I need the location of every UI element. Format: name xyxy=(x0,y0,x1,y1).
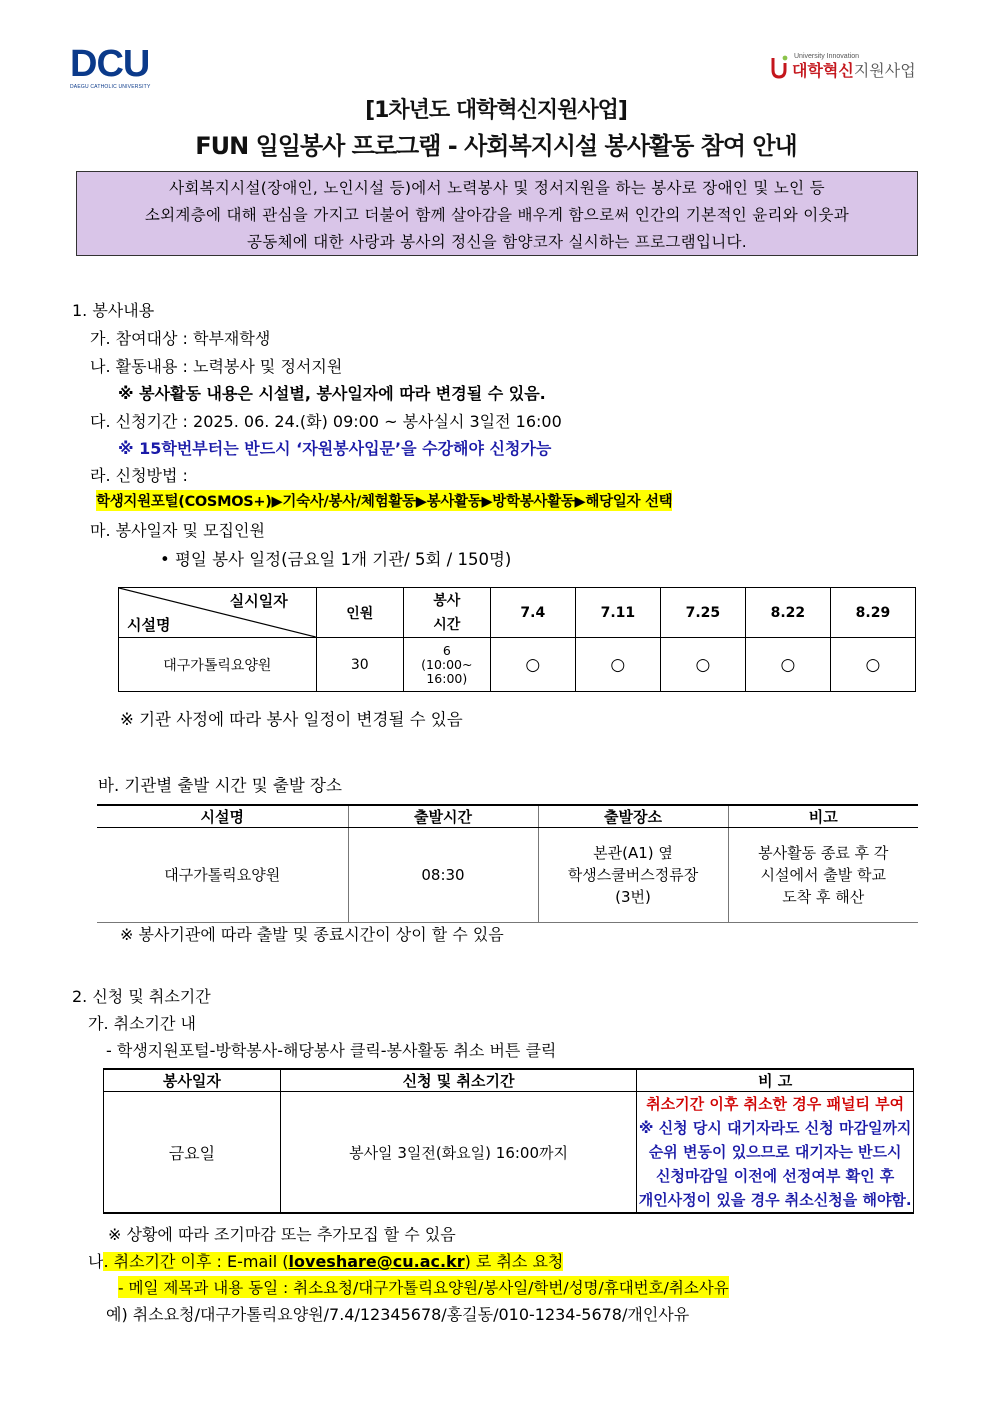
weekday-schedule-summary: • 평일 봉사 일정(금요일 1개 기관/ 5회 / 150명) xyxy=(160,550,512,569)
dcu-logo xyxy=(70,43,152,90)
schedule-mark: ○ xyxy=(490,638,575,692)
section1-item-period: 다. 신청기간 : 2025. 06. 24.(화) 09:00 ~ 봉사실시 3일전 16:00 xyxy=(90,412,562,431)
cancel-email-example: 예) 취소요청/대구가톨릭요양원/7.4/12345678/홍길동/010-1234-5678/개인사유 xyxy=(106,1305,690,1324)
schedule-header-hours: 봉사 시간 xyxy=(403,588,490,638)
section1-item-target: 가. 참여대상 : 학부재학생 xyxy=(90,329,271,348)
section1-heading: 1. 봉사내용 xyxy=(72,301,155,320)
schedule-header-diagonal xyxy=(119,588,317,638)
section2-item-after: 나. 취소기간 이후 : E-mail (loveshare@cu.ac.kr) 로 취소 요청 xyxy=(88,1252,564,1271)
schedule-header-date: 8.29 xyxy=(830,588,915,638)
departure-note: ※ 봉사기관에 따라 출발 및 종료시간이 상이 할 수 있음 xyxy=(120,925,504,944)
cancel-table xyxy=(103,1068,914,1214)
cancel-email-format: - 메일 제목과 내용 동일 : 취소요청/대구가톨릭요양원/봉사일/학번/성명/휴대번호/취소사유 xyxy=(118,1276,729,1298)
page-title-line1: [1차년도 대학혁신지원사업] xyxy=(365,98,627,123)
departure-table xyxy=(97,804,918,923)
departure-header: 시설명 xyxy=(97,805,348,828)
cancel-note: ※ 상황에 따라 조기마감 또는 추가모집 할 수 있음 xyxy=(108,1225,456,1244)
intro-line: 소외계층에 대해 관심을 가지고 더불어 함께 살아감을 배우게 함으로써 인간의 기본적인 윤리와 이웃과 xyxy=(144,206,850,224)
schedule-header-people: 인원 xyxy=(316,588,403,638)
schedule-people: 30 xyxy=(316,638,403,692)
cancel-remark: 취소기간 이후 취소한 경우 패널티 부여 ※ 신청 당시 대기자라도 신청 마감일까지 순위 변동이 있으므로 대기자는 반드시 신청마감일 이전에 선정여부 확인 후 개인사정이 있을 경우 취소신청을 해야함. xyxy=(637,1092,914,1214)
cancel-period: 봉사일 3일전(화요일) 16:00까지 xyxy=(280,1092,637,1214)
section1-activity-note: ※ 봉사활동 내용은 시설별, 봉사일자에 따라 변경될 수 있음. xyxy=(118,384,546,403)
page-title-line2: FUN 일일봉사 프로그램 - 사회복지시설 봉사활동 참여 안내 xyxy=(195,132,797,160)
departure-heading: 바. 기관별 출발 시간 및 출발 장소 xyxy=(98,776,342,795)
dcu-logo-word: DCU xyxy=(70,43,150,85)
schedule-table xyxy=(118,587,916,692)
departure-time: 08:30 xyxy=(348,828,538,923)
section2-within-instruction: - 학생지원포털-방학봉사-해당봉사 클릭-봉사활동 취소 버튼 클릭 xyxy=(106,1041,557,1060)
intro-line: 사회복지시설(장애인, 노인시설 등)에서 노력봉사 및 정서지원을 하는 봉사로 장애인 및 노인 등 xyxy=(169,179,825,197)
cancel-header: 비 고 xyxy=(637,1069,914,1092)
departure-remark: 봉사활동 종료 후 각 시설에서 출발 학교 도착 후 해산 xyxy=(728,828,918,923)
schedule-hours: 6 (10:00~ 16:00) xyxy=(403,638,490,692)
schedule-mark: ○ xyxy=(660,638,745,692)
schedule-header-facility-label: 시설명 xyxy=(127,616,171,634)
schedule-note: ※ 기관 사정에 따라 봉사 일정이 변경될 수 있음 xyxy=(120,710,463,729)
innovation-mark-icon xyxy=(770,54,788,80)
section1-period-note: ※ 15학번부터는 반드시 ‘자원봉사입문’을 수강해야 신청가능 xyxy=(118,439,552,458)
dcu-logo-subtitle: DAEGU CATHOLIC UNIVERSITY xyxy=(70,84,151,90)
departure-header: 출발장소 xyxy=(538,805,728,828)
application-path: 학생지원포털(COSMOS+)▶기숙사/봉사/체험활동▶봉사활동▶방학봉사활동▶해당일자 선택 xyxy=(96,490,672,511)
schedule-mark: ○ xyxy=(830,638,915,692)
intro-box xyxy=(76,171,918,256)
innovation-logo-main: 대학혁신지원사업 xyxy=(792,61,916,80)
cancel-email-link[interactable]: loveshare@cu.ac.kr xyxy=(288,1252,465,1271)
cancel-header: 봉사일자 xyxy=(104,1069,281,1092)
innovation-logo-small: University Innovation xyxy=(794,53,859,60)
section1-item-activity: 나. 활동내용 : 노력봉사 및 정서지원 xyxy=(90,357,343,376)
cancel-header: 신청 및 취소기간 xyxy=(280,1069,637,1092)
section1-item-schedule: 마. 봉사일자 및 모집인원 xyxy=(90,521,265,540)
schedule-header-date: 7.11 xyxy=(575,588,660,638)
section2-item-within: 가. 취소기간 내 xyxy=(88,1014,196,1033)
departure-header: 비고 xyxy=(728,805,918,828)
departure-header: 출발시간 xyxy=(348,805,538,828)
section1-item-method: 라. 신청방법 : xyxy=(90,466,188,485)
table-row xyxy=(97,828,918,923)
table-row xyxy=(119,638,916,692)
schedule-header-date: 7.25 xyxy=(660,588,745,638)
schedule-mark: ○ xyxy=(745,638,830,692)
departure-facility: 대구가톨릭요양원 xyxy=(97,828,348,923)
schedule-facility: 대구가톨릭요양원 xyxy=(119,638,317,692)
intro-line: 공동체에 대한 사랑과 봉사의 정신을 함양코자 실시하는 프로그램입니다. xyxy=(246,233,747,251)
schedule-header-date-label: 실시일자 xyxy=(229,592,288,610)
schedule-header-date: 8.22 xyxy=(745,588,830,638)
schedule-header-date: 7.4 xyxy=(490,588,575,638)
section2-heading: 2. 신청 및 취소기간 xyxy=(72,987,211,1006)
innovation-logo xyxy=(770,50,916,84)
cancel-day: 금요일 xyxy=(104,1092,281,1214)
table-row xyxy=(104,1092,914,1214)
departure-place: 본관(A1) 옆 학생스쿨버스정류장 (3번) xyxy=(538,828,728,923)
schedule-mark: ○ xyxy=(575,638,660,692)
